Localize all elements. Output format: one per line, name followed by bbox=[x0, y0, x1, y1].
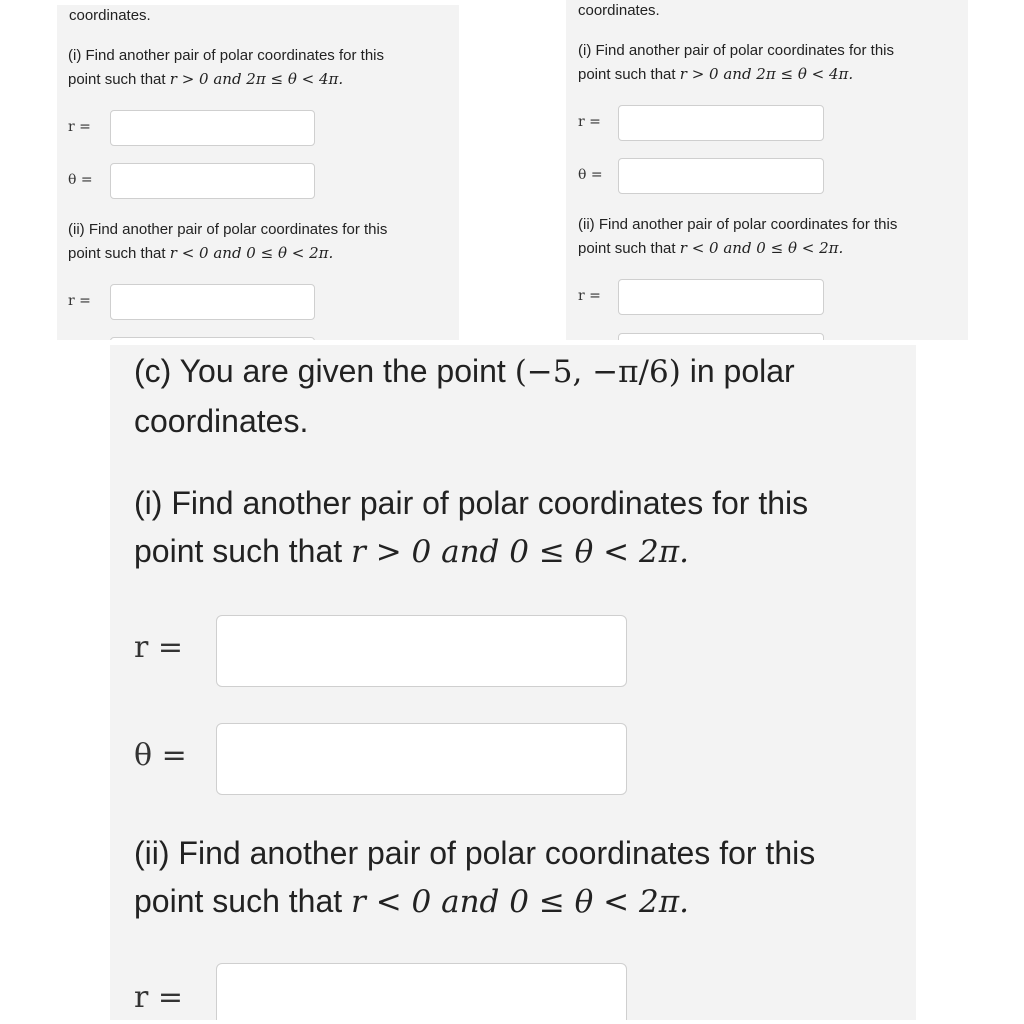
left-part-ii-condition: r < 0 and 0 ≤ θ < 2π. bbox=[169, 244, 334, 262]
right-theta-label: θ = bbox=[578, 167, 603, 183]
right-part-ii-condition: r < 0 and 0 ≤ θ < 2π. bbox=[679, 239, 844, 257]
main-r-label: r = bbox=[134, 630, 184, 665]
main-part-ii-condition: r < 0 and 0 ≤ θ < 2π. bbox=[351, 884, 689, 920]
main-heading-line2: coordinates. bbox=[134, 403, 309, 439]
left-r2-input[interactable] bbox=[110, 284, 315, 320]
right-r2-label: r = bbox=[578, 288, 601, 304]
left-part-i-condition: r > 0 and 2π ≤ θ < 4π. bbox=[169, 70, 344, 88]
left-question-panel bbox=[57, 5, 459, 340]
right-part-i-condition: r > 0 and 2π ≤ θ < 4π. bbox=[679, 65, 854, 83]
right-theta-input[interactable] bbox=[618, 158, 824, 194]
main-r2-label: r = bbox=[134, 980, 184, 1015]
left-theta-input[interactable] bbox=[110, 163, 315, 199]
right-top-text: coordinates. bbox=[578, 2, 660, 19]
main-part-i-line2: point such that r > 0 and 0 ≤ θ < 2π. bbox=[134, 533, 689, 570]
main-part-i-condition: r > 0 and 0 ≤ θ < 2π. bbox=[351, 534, 689, 570]
right-part-i-line1: (i) Find another pair of polar coordinates for this bbox=[578, 42, 894, 59]
left-theta-label: θ = bbox=[68, 172, 93, 188]
main-r-input[interactable] bbox=[216, 615, 627, 687]
right-r-input[interactable] bbox=[618, 105, 824, 141]
left-theta2-input-partial[interactable] bbox=[110, 337, 315, 340]
main-part-i-line1: (i) Find another pair of polar coordinates for this bbox=[134, 485, 809, 521]
left-r-label: r = bbox=[68, 119, 91, 135]
right-part-ii-line2: point such that r < 0 and 0 ≤ θ < 2π. bbox=[578, 239, 844, 257]
left-part-i-line1: (i) Find another pair of polar coordinates for this bbox=[68, 47, 384, 64]
left-part-ii-line2: point such that r < 0 and 0 ≤ θ < 2π. bbox=[68, 244, 334, 262]
main-theta-label: θ = bbox=[134, 738, 187, 773]
left-r2-label: r = bbox=[68, 293, 91, 309]
right-part-ii-line1: (ii) Find another pair of polar coordinates for this bbox=[578, 216, 898, 233]
main-part-ii-line2: point such that r < 0 and 0 ≤ θ < 2π. bbox=[134, 883, 689, 920]
main-r2-input[interactable] bbox=[216, 963, 627, 1020]
main-theta-input[interactable] bbox=[216, 723, 627, 795]
right-theta2-input-partial[interactable] bbox=[618, 333, 824, 340]
main-question-panel bbox=[110, 345, 916, 1020]
left-part-i-line2: point such that r > 0 and 2π ≤ θ < 4π. bbox=[68, 70, 344, 88]
main-heading-line1: (c) You are given the point (−5, −π/6) in polar bbox=[134, 353, 795, 390]
main-part-ii-line1: (ii) Find another pair of polar coordinates for this bbox=[134, 835, 816, 871]
left-part-ii-line1: (ii) Find another pair of polar coordinates for this bbox=[68, 221, 388, 238]
left-top-text: coordinates. bbox=[69, 7, 151, 24]
left-r-input[interactable] bbox=[110, 110, 315, 146]
main-given-point: (−5, −π/6) bbox=[514, 354, 681, 390]
right-r-label: r = bbox=[578, 114, 601, 130]
right-question-panel bbox=[566, 0, 968, 340]
right-part-i-line2: point such that r > 0 and 2π ≤ θ < 4π. bbox=[578, 65, 854, 83]
right-r2-input[interactable] bbox=[618, 279, 824, 315]
